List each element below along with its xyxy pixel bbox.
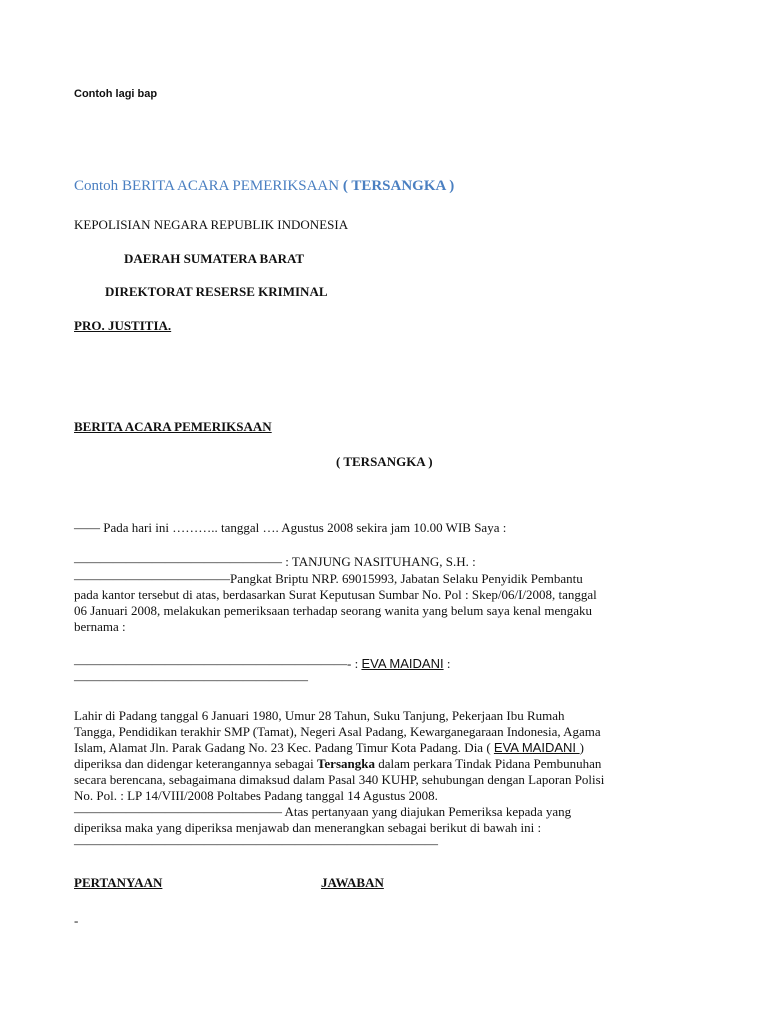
bullet-dash: - [74,913,79,928]
tersangka-bold: Tersangka [316,756,375,771]
paragraph-line: secara berencana, sebagaimana dimaksud dalam Pasal 340 KUHP, sehubungan dengan Laporan Polisi [74,772,605,787]
suspect-colon: : [443,656,451,671]
paragraph-line: pada kantor tersebut di atas, berdasarkan Surat Keputusan Sumbar No. Pol : Skep/06/I/2008, tanggal [74,587,597,602]
suspect-dash-line: —————————————————— [74,672,308,687]
paragraph-line: No. Pol. : LP 14/VIII/2008 Poltabes Padang tanggal 14 Agustus 2008. [74,788,438,803]
investigator-paragraph [74,571,714,635]
heading-sub: ( TERSANGKA ) [336,454,433,469]
pro-justitia: PRO. JUSTITIA. [74,318,172,333]
line-text: Islam, Alamat Jln. Parak Gadang No. 23 Kec. Padang Timur Kota Padang. Dia ( [74,740,494,755]
paragraph-line: diperiksa maka yang diperiksa menjawab dan menerangkan sebagai berikut di bawah ini : [74,820,542,835]
line-text: diperiksa dan didengar keterangannya sebagai [74,756,317,771]
suspect-line [74,656,450,672]
suspect-dash: —————————————————————- : [74,656,362,671]
paragraph-line: Lahir di Padang tanggal 6 Januari 1980, Umur 28 Tahun, Suku Tanjung, Pekerjaan Ibu Rumah [74,708,565,723]
details-paragraph [74,708,714,852]
line-text: ) [579,740,584,755]
heading-main: BERITA ACARA PEMERIKSAAN [74,419,272,434]
line-text: dalam perkara Tindak Pidana Pembunuhan [374,756,602,771]
column-answer: JAWABAN [321,875,384,890]
opening-line: —— Pada hari ini ……….. tanggal …. Agustus 2008 sekira jam 10.00 WIB Saya : [74,520,507,535]
paragraph-line: ————————————Pangkat Briptu NRP. 69015993, Jabatan Selaku Penyidik Pembantu [74,571,583,586]
paragraph-line: bernama : [74,619,126,634]
paragraph-line: 06 Januari 2008, melakukan pemeriksaan terhadap seorang wanita yang belum saya kenal mengaku [74,603,593,618]
investigator-name-line: ———————————————— : TANJUNG NASITUHANG, S.H. : [74,554,476,569]
note-text: Contoh lagi bap [74,88,158,100]
letterhead-org: KEPOLISIAN NEGARA REPUBLIK INDONESIA [74,217,349,232]
suspect-name-inline: EVA MAIDANI [493,740,580,755]
document-title [74,178,454,194]
paragraph-line: ———————————————————————————— [74,836,438,851]
paragraph-line: Tangga, Pendidikan terakhir SMP (Tamat), Negeri Asal Padang, Kewarganegaraan Indonesia, Agama [74,724,601,739]
column-question: PERTANYAAN [74,875,163,890]
title-main: BERITA ACARA PEMERIKSAAN [121,178,343,194]
paragraph-line [74,756,714,772]
letterhead-division: DIREKTORAT RESERSE KRIMINAL [105,284,328,299]
letterhead-region: DAERAH SUMATERA BARAT [124,251,305,266]
title-prefix: Contoh [74,178,122,194]
paragraph-line: ———————————————— Atas pertanyaan yang diajukan Pemeriksa kepada yang [74,804,572,819]
paragraph-line [74,740,714,756]
title-paren: ( TERSANGKA ) [342,178,455,194]
suspect-name: EVA MAIDANI [361,656,444,671]
